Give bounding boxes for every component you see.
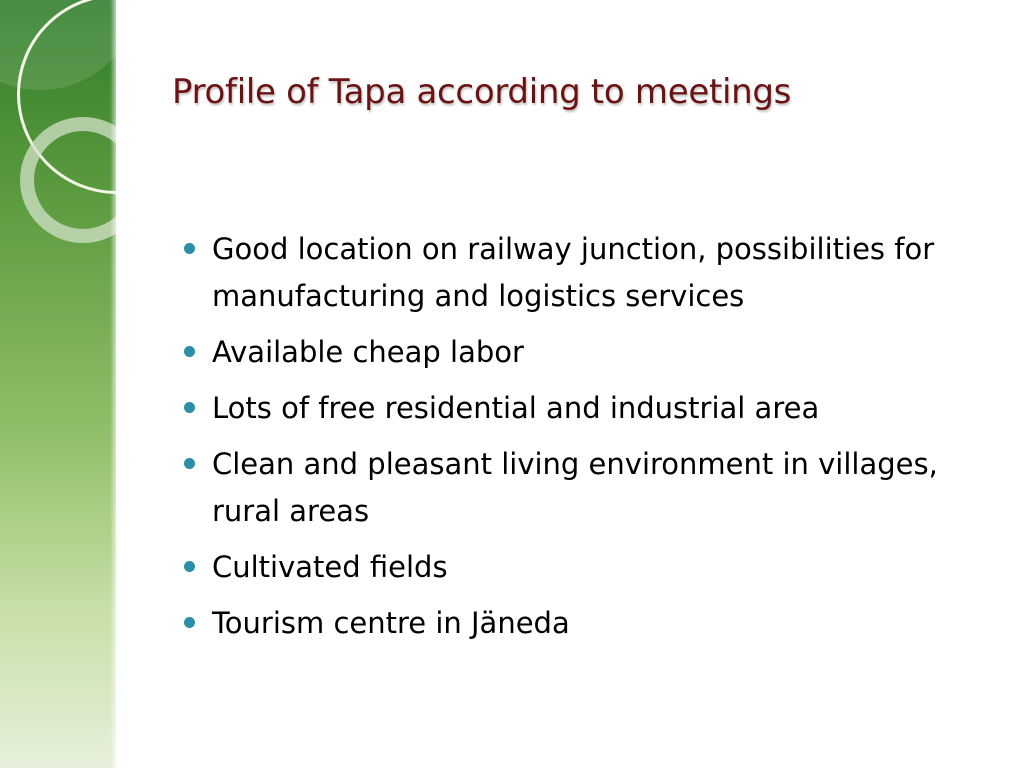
bullet-text: Clean and pleasant living environment in villages, rural areas [212,447,938,528]
bullet-dot-icon [184,617,195,628]
bullet-item [184,441,1004,535]
bullet-item [184,544,1004,591]
bullet-dot-icon [184,402,195,413]
decorative-side-band [0,0,116,768]
bullet-dot-icon [184,561,195,572]
bullet-text: Good location on railway junction, possibilities for manufacturing and logistics services [212,232,935,313]
bullet-item [184,226,1004,320]
bullet-dot-icon [184,346,195,357]
bullet-list [184,226,1004,656]
side-band-highlight [110,0,116,768]
bullet-text: Cultivated fields [212,550,448,584]
bullet-item [184,329,1004,376]
bullet-text: Available cheap labor [212,335,524,369]
bullet-item [184,600,1004,647]
bullet-item [184,385,1004,432]
slide-title: Profile of Tapa according to meetings [172,72,792,112]
bullet-text: Lots of free residential and industrial area [212,391,820,425]
bullet-dot-icon [184,243,195,254]
bullet-text: Tourism centre in Jäneda [212,606,570,640]
bullet-dot-icon [184,458,195,469]
